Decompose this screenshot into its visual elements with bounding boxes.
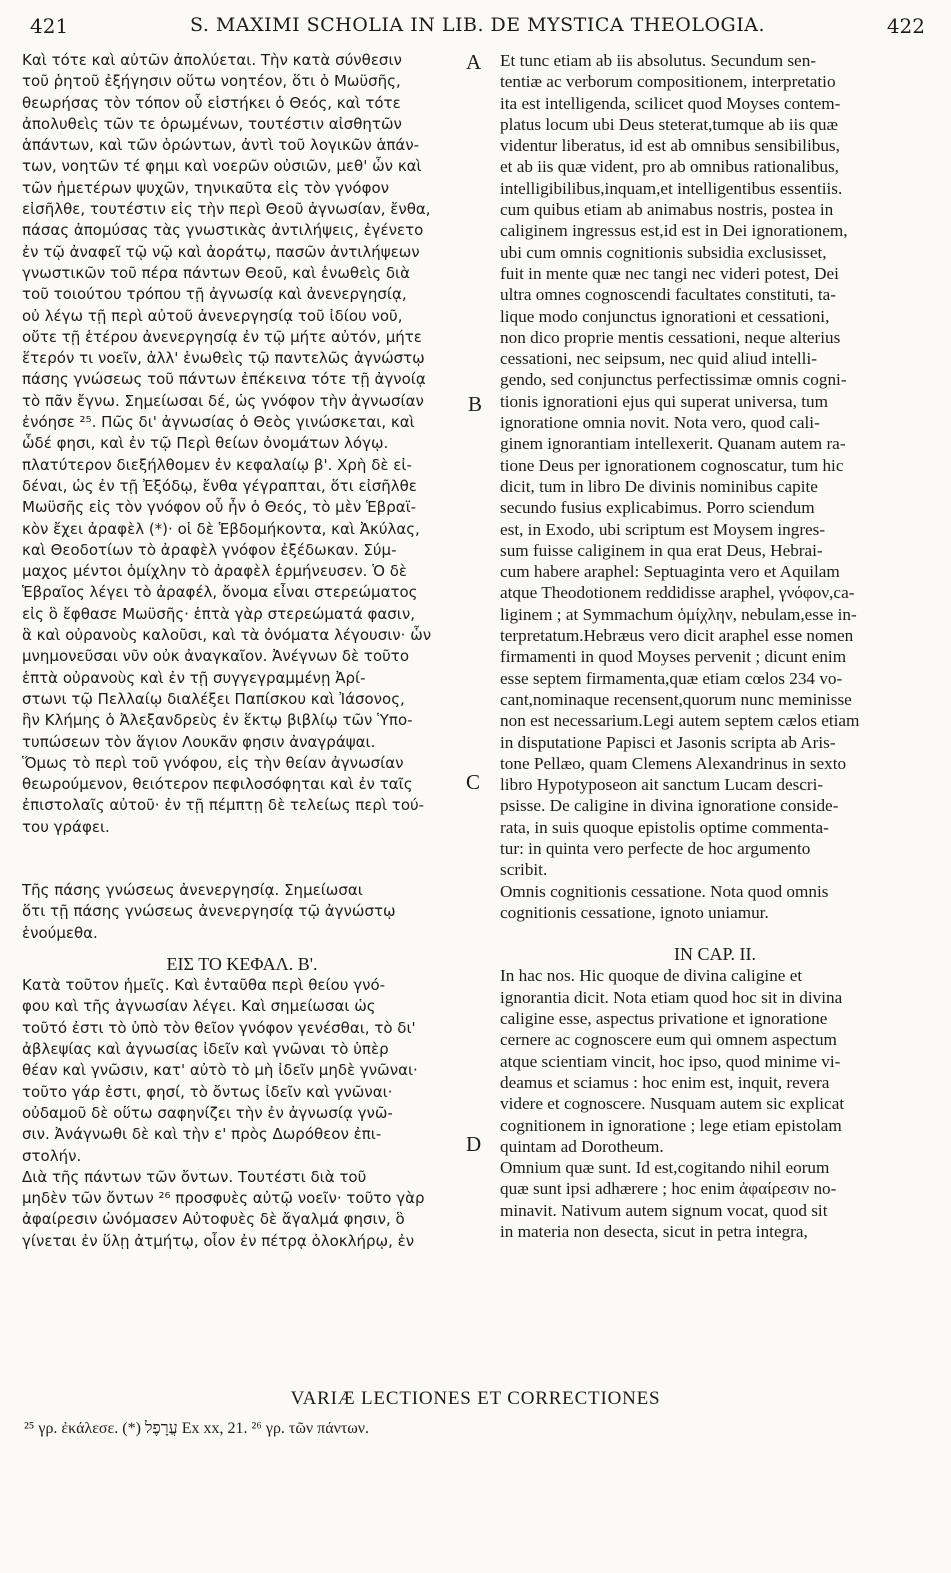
text-line: scribit.: [500, 860, 548, 880]
text-line: intelligibilibus,inquam,et intelligentibus essentiis.: [500, 178, 843, 198]
text-line: ginem ignorantiam intellexerit. Quanam autem ra-: [500, 434, 846, 454]
text-line: ubi cum omnis cognitionis subsidia exclusisset,: [500, 242, 827, 262]
text-line: θεωρήσας τὸν τόπον οὗ εἱστήκει ὁ Θεός, καὶ τότε: [22, 93, 401, 112]
text-line: cognitionis cessatione, ignoto uniamur.: [500, 902, 769, 922]
text-line: Ὅμως τὸ περὶ τοῦ γνόφου, εἰς τὴν θείαν ἀγνωσίαν: [22, 753, 404, 772]
text-line: καὶ Θεοδοτίων τὸ ἀραφὲλ γνόφον ἐξέδωκαν. Σύμ-: [22, 540, 397, 559]
text-line: secundo fusius explicabimus. Porro sciendum: [500, 498, 815, 518]
latin-column: [500, 50, 930, 1242]
text-line: πλατύτερον διεξήλθομεν ἐν κεφαλαίῳ β'. Χρὴ δὲ εἰ-: [22, 455, 412, 474]
text-line: libro Hypotyposeon ait sanctum Lucam descri-: [500, 775, 824, 795]
text-line: tione Deus per ignorationem cognoscatur, tum hic: [500, 455, 844, 475]
text-line: ita est intelligenda, scilicet quod Moyses contem-: [500, 93, 841, 113]
text-line: πάσας ἀπομύσας τὰς γνωστικὰς ἀντιλήψεις, ἐγένετο: [22, 221, 424, 240]
text-line: τοῦτο γάρ ἐστι, φησί, τὸ ὄντως ἰδεῖν καὶ γνῶναι·: [22, 1082, 393, 1101]
text-line: atque Theodotionem reddidisse araphel, γνόφον,ca-: [500, 583, 855, 603]
latin-paragraph-2: [500, 881, 930, 924]
text-line: ἕτερόν τι νοεῖν, ἀλλ' ἑνωθεὶς τῷ παντελῶς ἀγνώστῳ: [22, 349, 425, 368]
text-line: videre et cognoscere. Nusquam autem sic explicat: [500, 1094, 845, 1114]
text-line: εἰς ὃ ἔφθασε Μωϋσῆς· ἑπτὰ γὰρ στερεώματά φασιν,: [22, 604, 416, 623]
text-line: platus locum ubi Deus steterat,tumque ab iis quæ: [500, 114, 838, 134]
text-line: est, in Exodo, ubi scriptum est Moysem ingres-: [500, 519, 826, 539]
text-line: tone Pellæo, quam Clemens Alexandrinus in sexto: [500, 753, 847, 773]
text-line: cum habere araphel: Septuaginta vero et Aquilam: [500, 562, 840, 582]
text-line: Καὶ τότε καὶ αὐτῶν ἀπολύεται. Τὴν κατὰ σύνθεσιν: [22, 51, 402, 69]
text-line: ignoratione omnia novit. Nota vero, quod cali-: [500, 413, 820, 433]
latin-paragraph-3: [500, 965, 930, 1157]
text-line: ἐπιστολαῖς αὐτοῦ· ἐν τῇ πέμπτῃ δὲ τελείως περὶ τού-: [22, 796, 425, 815]
text-line: rata, in suis quoque epistolis optime commenta-: [500, 817, 829, 837]
text-line: μηδὲν τῶν ὄντων ²⁶ προσφυὲς αὐτῷ νοεῖν· τοῦτο γὰρ: [22, 1189, 425, 1208]
greek-paragraph-2: [22, 880, 462, 944]
text-line: liginem ; at Symmachum ὁμίχλην, nebulam,esse in-: [500, 604, 857, 624]
text-line: μνημονεῦσαι νῦν οὐκ ἀναγκαῖον. Ἀνέγνων δὲ τοῦτο: [22, 647, 410, 666]
text-line: στολήν.: [22, 1146, 82, 1165]
text-line: ἃ καὶ οὐρανοὺς καλοῦσι, καὶ τὰ ὀνόματα λέγουσιν· ὧν: [22, 626, 432, 645]
text-line: tentiæ ac verborum compositionem, interpretatio: [500, 72, 836, 92]
text-line: πάσης γνώσεως τοῦ πάντων ἐπέκεινα τότε τῇ ἀγνοίᾳ: [22, 370, 426, 389]
text-line: tur: in quinta vero perfecte de hoc argumento: [500, 838, 811, 858]
text-line: ἐνόησε ²⁵. Πῶς δι' ἀγνωσίας ὁ Θεὸς γινώσκεται, καὶ: [22, 413, 415, 432]
text-line: Ἑβραῖος λέγει τὸ ἀραφέλ, ὄνομα εἶναι στερεώματος: [22, 583, 418, 602]
text-line: των, νοητῶν τέ φημι καὶ νοερῶν οὐσιῶν, μεθ' ὧν καὶ: [22, 157, 422, 176]
text-line: γνωστικῶν τοῦ πέρα πάντων Θεοῦ, καὶ ἑνωθεὶς διὰ: [22, 263, 410, 282]
text-line: terpretatum.Hebræus vero dicit araphel esse nomen: [500, 626, 854, 646]
variae-lectiones-title: VARIÆ LECTIONES ET CORRECTIONES: [290, 1388, 661, 1409]
greek-chapter-heading: ΕΙΣ ΤΟ ΚΕΦΑΛ. Β'.: [166, 953, 318, 974]
text-line: cessationi, nec seipsum, nec quid aliud intelli-: [500, 349, 817, 369]
text-line: ἁπάντων, καὶ τῶν ὁρώντων, ἀντὶ τοῦ λογικῶν ἁπάν-: [22, 136, 420, 155]
margin-letter-d: D: [466, 1132, 482, 1156]
text-line: μαχος μέντοι ὁμίχλην τὸ ἀραφὲλ ἑρμήνευσεν. Ὁ δὲ: [22, 562, 407, 581]
text-line: Τῆς πάσης γνώσεως ἀνενεργησίᾳ. Σημείωσαι: [22, 880, 363, 899]
latin-chapter-heading: IN CAP. II.: [673, 944, 756, 965]
greek-paragraph-3: [22, 975, 462, 1167]
text-line: non dico proprie mentis cessationi, neque alterius: [500, 327, 841, 347]
text-line: οὐ λέγω τῇ περὶ αὐτοῦ ἀνενεργησίᾳ τοῦ ἰδίου νοῦ,: [22, 306, 403, 325]
text-line: γίνεται ἐν ὕλῃ ἀτμήτῳ, οἷον ἐν πέτρᾳ ὁλοκλήρῳ, ἐν: [22, 1231, 415, 1250]
latin-paragraph-1: [500, 50, 930, 881]
text-line: δέναι, ὡς ἐν τῇ Ἐξόδῳ, ἔνθα γέγραπται, ὅτι εἰσῆλθε: [22, 476, 417, 495]
text-line: στωνι τῷ Πελλαίῳ διαλέξει Παπίσκου καὶ Ἰάσονος,: [22, 689, 405, 708]
running-title: S. MAXIMI SCHOLIA IN LIB. DE MYSTICA THEOLOGIA.: [189, 14, 765, 36]
text-line: cum quibus etiam ab animabus nostris, postea in: [500, 200, 834, 220]
text-line: οὔτε τῇ ἑτέρου ἀνενεργησίᾳ ἐν τῷ μήτε αὐτόν, μήτε: [22, 327, 422, 346]
text-line: τοῦ ῥητοῦ ἐξήγησιν οὕτω νοητέον, ὅτι ὁ Μωϋσῆς,: [22, 72, 401, 91]
text-line: gendo, sed conjunctus perfectissimæ omnis cogni-: [500, 370, 847, 390]
text-line: ὧδέ φησι, καὶ ἐν τῷ Περὶ θείων ὀνομάτων λόγῳ.: [22, 434, 389, 453]
text-line: τοῦτό ἐστι τὸ ὑπὸ τὸν θεῖον γνόφον γενέσθαι, τὸ δι': [22, 1018, 416, 1037]
text-line: quæ sunt ipsi adhærere ; hoc enim ἀφαίρεσιν no-: [500, 1179, 837, 1199]
greek-paragraph-1: [22, 50, 462, 838]
text-line: minavit. Nativum autem signum vocat, quod sit: [500, 1200, 828, 1220]
latin-paragraph-4: [500, 1157, 930, 1242]
text-line: εἰσῆλθε, τουτέστιν εἰς τὴν περὶ Θεοῦ ἀγνωσίαν, ἔνθα,: [22, 200, 431, 219]
text-line: caligine esse, aspectus privatione et ignoratione: [500, 1009, 828, 1029]
greek-paragraph-4: [22, 1167, 462, 1252]
text-line: et ab iis quæ vident, pro ab omnibus rationalibus,: [500, 157, 839, 177]
text-line: φου καὶ τῆς ἀγνωσίαν λέγει. Καὶ σημείωσαι ὡς: [22, 997, 376, 1016]
text-line: Κατὰ τοῦτον ἡμεῖς. Καὶ ἐνταῦθα περὶ θείου γνό-: [22, 976, 386, 995]
text-line: Et tunc etiam ab iis absolutus. Secundum sen-: [500, 51, 817, 70]
text-line: τοῦ τοιούτου τρόπου τῇ ἀγνωσίᾳ καὶ ἀνενεργησίᾳ,: [22, 285, 407, 304]
text-line: non est necessarium.Legi autem septem cælos etiam: [500, 711, 860, 731]
margin-letter-b: B: [468, 392, 483, 416]
text-line: cognitionem in ignoratione ; lege etiam epistolam: [500, 1115, 842, 1135]
page-number-left: 421: [30, 14, 69, 38]
text-line: ὅτι τῇ πάσης γνώσεως ἀνενεργησίᾳ τῷ ἀγνώστῳ: [22, 902, 396, 921]
text-line: caliginem ingressus est,id est in Dei ignorationem,: [500, 221, 848, 241]
text-line: θεωρούμενον, θειότερον πεφιλοσόφηται καὶ ἐν ταῖς: [22, 775, 413, 794]
text-line: ἐν τῷ ἀναφεῖ τῷ νῷ καὶ ἀοράτῳ, πασῶν ἀντιλήψεων: [22, 242, 420, 261]
text-line: ἣν Κλήμης ὁ Ἀλεξανδρεὺς ἐν ἕκτῳ βιβλίῳ τῶν Ὑπο-: [22, 711, 413, 730]
text-line: ἀβλεψίας καὶ ἀγνωσίας ἰδεῖν καὶ γνῶναι τὸ ὑπὲρ: [22, 1040, 389, 1059]
text-line: deamus et sciamus : hoc enim est, inquit, revera: [500, 1072, 830, 1092]
text-line: του γράφει.: [22, 817, 110, 836]
text-line: ἀπολυθεὶς τῶν τε ὁρωμένων, τουτέστιν αἰσθητῶν: [22, 114, 402, 133]
page-header: [30, 14, 925, 44]
page-number-right: 422: [886, 14, 925, 38]
text-line: cant,nominaque recensent,quorum nunc meminisse: [500, 689, 852, 709]
text-line: ἀφαίρεσιν ὠνόμασεν Αὐτοφυὲς δὲ ἄγαλμά φησιν, ὃ: [22, 1210, 405, 1229]
text-line: οὐδαμοῦ δὲ οὕτω σαφηνίζει τὴν ἐν ἀγνωσίᾳ γνῶ-: [22, 1103, 393, 1122]
text-line: τὸ πᾶν ἔγνω. Σημείωσαι δέ, ὡς γνόφον τὴν ἀγνωσίαν: [22, 391, 424, 410]
margin-letter-c: C: [466, 770, 481, 794]
text-line: ἑπτὰ οὐρανοὺς καὶ ἐν τῇ συγγεγραμμένῃ Ἀρί-: [22, 668, 366, 687]
text-line: In hac nos. Hic quoque de divina caligine et: [500, 966, 803, 986]
greek-column: [22, 50, 462, 1252]
text-line: atque scientiam vincit, hoc ipso, quod minime vi-: [500, 1051, 841, 1071]
text-line: ignorantia dicit. Nota etiam quod hoc sit in divina: [500, 987, 843, 1007]
text-line: τυπώσεων τὸν ἅγιον Λουκᾶν φησιν ἀναγράψαι.: [22, 732, 376, 751]
text-line: Διὰ τῆς πάντων τῶν ὄντων. Τουτέστι διὰ τοῦ: [22, 1167, 367, 1186]
text-line: quintam ad Dorotheum.: [500, 1136, 664, 1156]
variae-footnote: ²⁵ γρ. ἐκάλεσε. (*) עֲרָפֶל Ex xx, 21. ²⁶ γρ. τῶν πάντων.: [24, 1420, 370, 1437]
text-line: esse septem firmamenta,quæ etiam cœlos 234 vo-: [500, 668, 843, 688]
text-line: cernere ac cognoscere eum qui omnem aspectum: [500, 1030, 837, 1050]
text-line: tionis ignorationi ejus qui superat universa, tum: [500, 391, 828, 411]
text-line: lique modo conjunctus ignorationi et cessationi,: [500, 306, 830, 326]
text-line: σιν. Ἀνάγνωθι δὲ καὶ τὴν ε' πρὸς Δωρόθεον ἐπι-: [22, 1125, 382, 1144]
text-line: Omnis cognitionis cessatione. Nota quod omnis: [500, 881, 829, 901]
text-line: fuit in mente quæ nec tangi nec videri potest, Dei: [500, 263, 839, 283]
text-line: ἑνούμεθα.: [22, 923, 98, 942]
margin-letter-a: A: [466, 50, 482, 74]
text-line: Omnium quæ sunt. Id est,cogitando nihil eorum: [500, 1158, 830, 1178]
text-line: firmamenti in quod Moyses pervenit ; dicunt enim: [500, 647, 847, 667]
text-line: in disputatione Papisci et Jasonis scripta ab Aris-: [500, 732, 836, 752]
text-line: Μωϋσῆς εἰς τὸν γνόφον οὗ ἦν ὁ Θεός, τὸ μὲν Ἑβραϊ-: [22, 498, 417, 517]
text-line: in materia non desecta, sicut in petra integra,: [500, 1222, 808, 1242]
text-line: τῶν ἡμετέρων ψυχῶν, τηνικαῦτα εἰς τὸν γνόφον: [22, 178, 390, 197]
text-line: θέαν καὶ γνῶσιν, κατ' αὐτὸ τὸ μὴ ἰδεῖν μηδὲ γνῶναι·: [22, 1061, 418, 1080]
text-line: κὸν ἔχει ἀραφὲλ (*)· οἱ δὲ Ἑβδομήκοντα, καὶ Ἀκύλας,: [22, 519, 420, 538]
text-line: dicit, tum in libro De divinis nominibus capite: [500, 476, 818, 496]
text-line: psisse. De caligine in divina ignoratione conside-: [500, 796, 839, 816]
text-line: ultra omnes cognoscendi facultates constituti, ta-: [500, 285, 837, 305]
text-line: sum fuisse caliginem in qua erat Deus, Hebrai-: [500, 540, 823, 560]
text-line: videntur liberatus, id est ab omnibus sensibilibus,: [500, 136, 840, 156]
